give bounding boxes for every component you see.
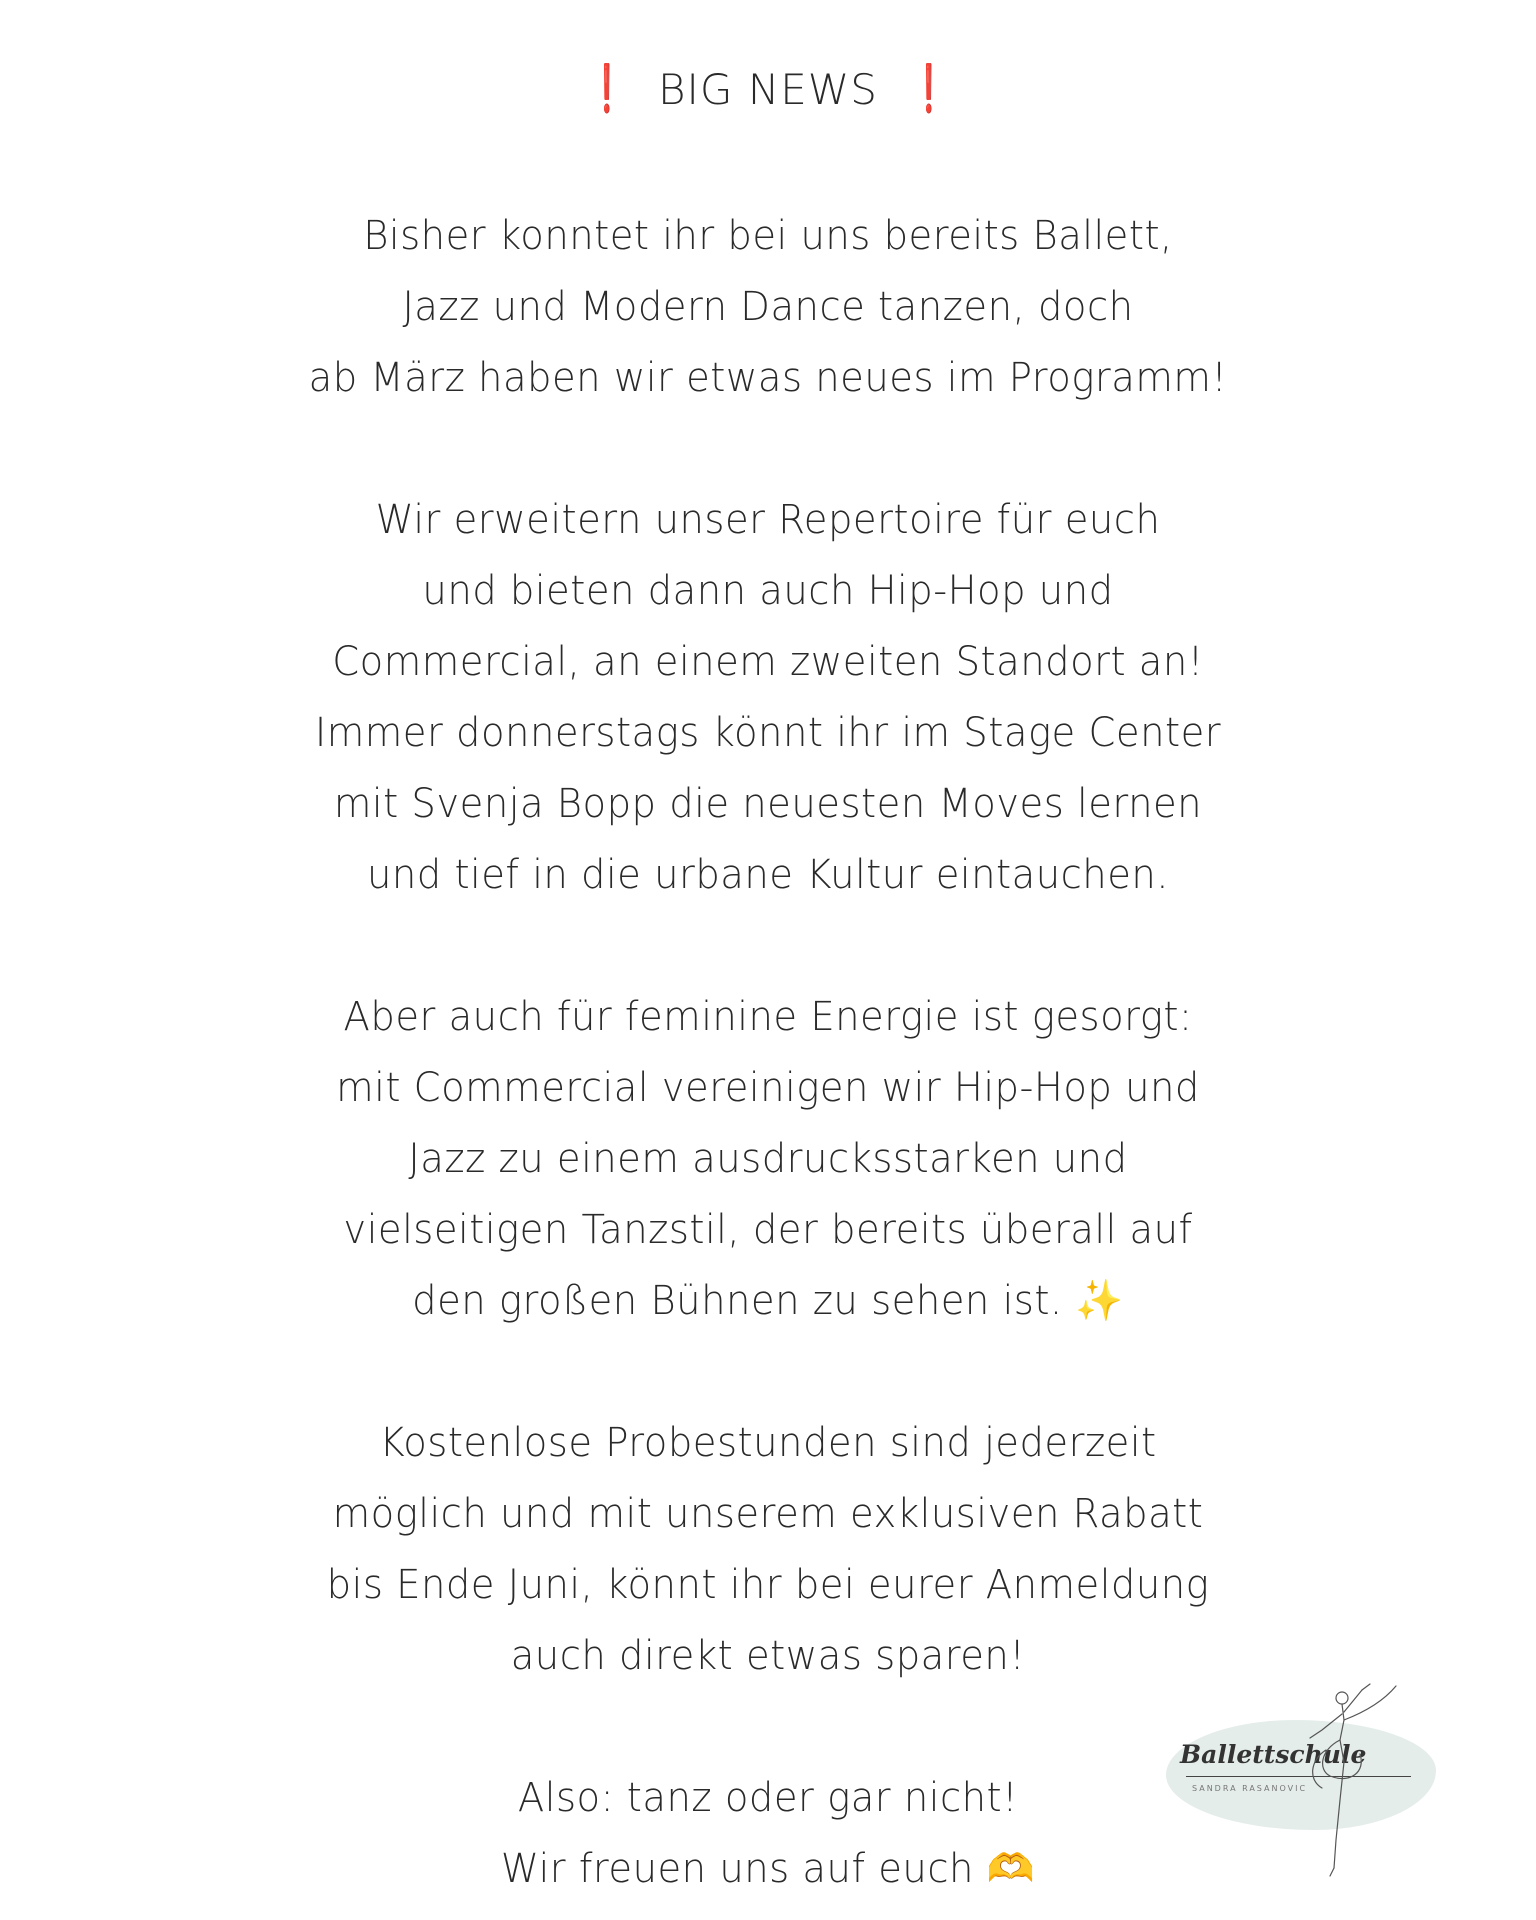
sparkles-icon: ✨ (1075, 1278, 1124, 1324)
text-line: möglich und mit unserem exklusiven Rabatt (332, 1491, 1204, 1537)
text-line (28, 1266, 1508, 1337)
text-line: auch direkt etwas sparen! (510, 1633, 1026, 1679)
text-line: Bisher konntet ihr bei uns bereits Ballett, (363, 213, 1173, 259)
text-line: mit Svenja Bopp die neuesten Moves lernen (333, 781, 1203, 827)
text-line: bis Ende Juni, könnt ihr bei eurer Anmeldung (326, 1562, 1210, 1608)
text-line: Commercial, an einem zweiten Standort an! (332, 639, 1204, 685)
text-line: und bieten dann auch Hip-Hop und (422, 568, 1114, 614)
exclamation-icon-left: ❗ (590, 61, 623, 115)
text-line: mit Commercial vereinigen wir Hip-Hop und (336, 1065, 1200, 1111)
text-line-content: Wir freuen uns auf euch (500, 1846, 974, 1892)
text-line: ab März haben wir etwas neues im Programm! (308, 355, 1228, 401)
text-line: Wir erweitern unser Repertoire für euch (375, 497, 1161, 543)
logo-script-text: Ballettschule (1180, 1740, 1367, 1769)
text-line: Kostenlose Probestunden sind jederzeit (379, 1420, 1157, 1466)
text-line: und tief in die urbane Kultur eintauchen. (366, 852, 1170, 898)
paragraph-intro (0, 201, 1536, 414)
text-line-content: den großen Bühnen zu sehen ist. (412, 1278, 1063, 1324)
text-line: Also: tanz oder gar nicht! (517, 1775, 1019, 1821)
text-line: Jazz zu einem ausdrucksstarken und (408, 1136, 1128, 1182)
text-line: vielseitigen Tanzstil, der bereits überall auf (343, 1207, 1193, 1253)
exclamation-icon-right: ❗ (913, 61, 946, 115)
logo-subtitle: SANDRA RASANOVIC (1192, 1784, 1308, 1793)
announcement-body (0, 201, 1536, 1905)
paragraph-hiphop (0, 485, 1536, 911)
ballerina-line-art-icon (1300, 1680, 1410, 1880)
text-line: Immer donnerstags könnt ihr im Stage Center (314, 710, 1222, 756)
text-line: Jazz und Modern Dance tanzen, doch (402, 284, 1134, 330)
paragraph-trial (0, 1408, 1536, 1692)
headline (0, 58, 1536, 120)
paragraph-commercial (0, 982, 1536, 1337)
text-line: Aber auch für feminine Energie ist gesorgt: (343, 994, 1193, 1040)
heart-hands-icon: 🫶 (986, 1846, 1036, 1892)
headline-text: BIG NEWS (658, 65, 878, 114)
ballet-school-logo (1150, 1680, 1450, 1880)
